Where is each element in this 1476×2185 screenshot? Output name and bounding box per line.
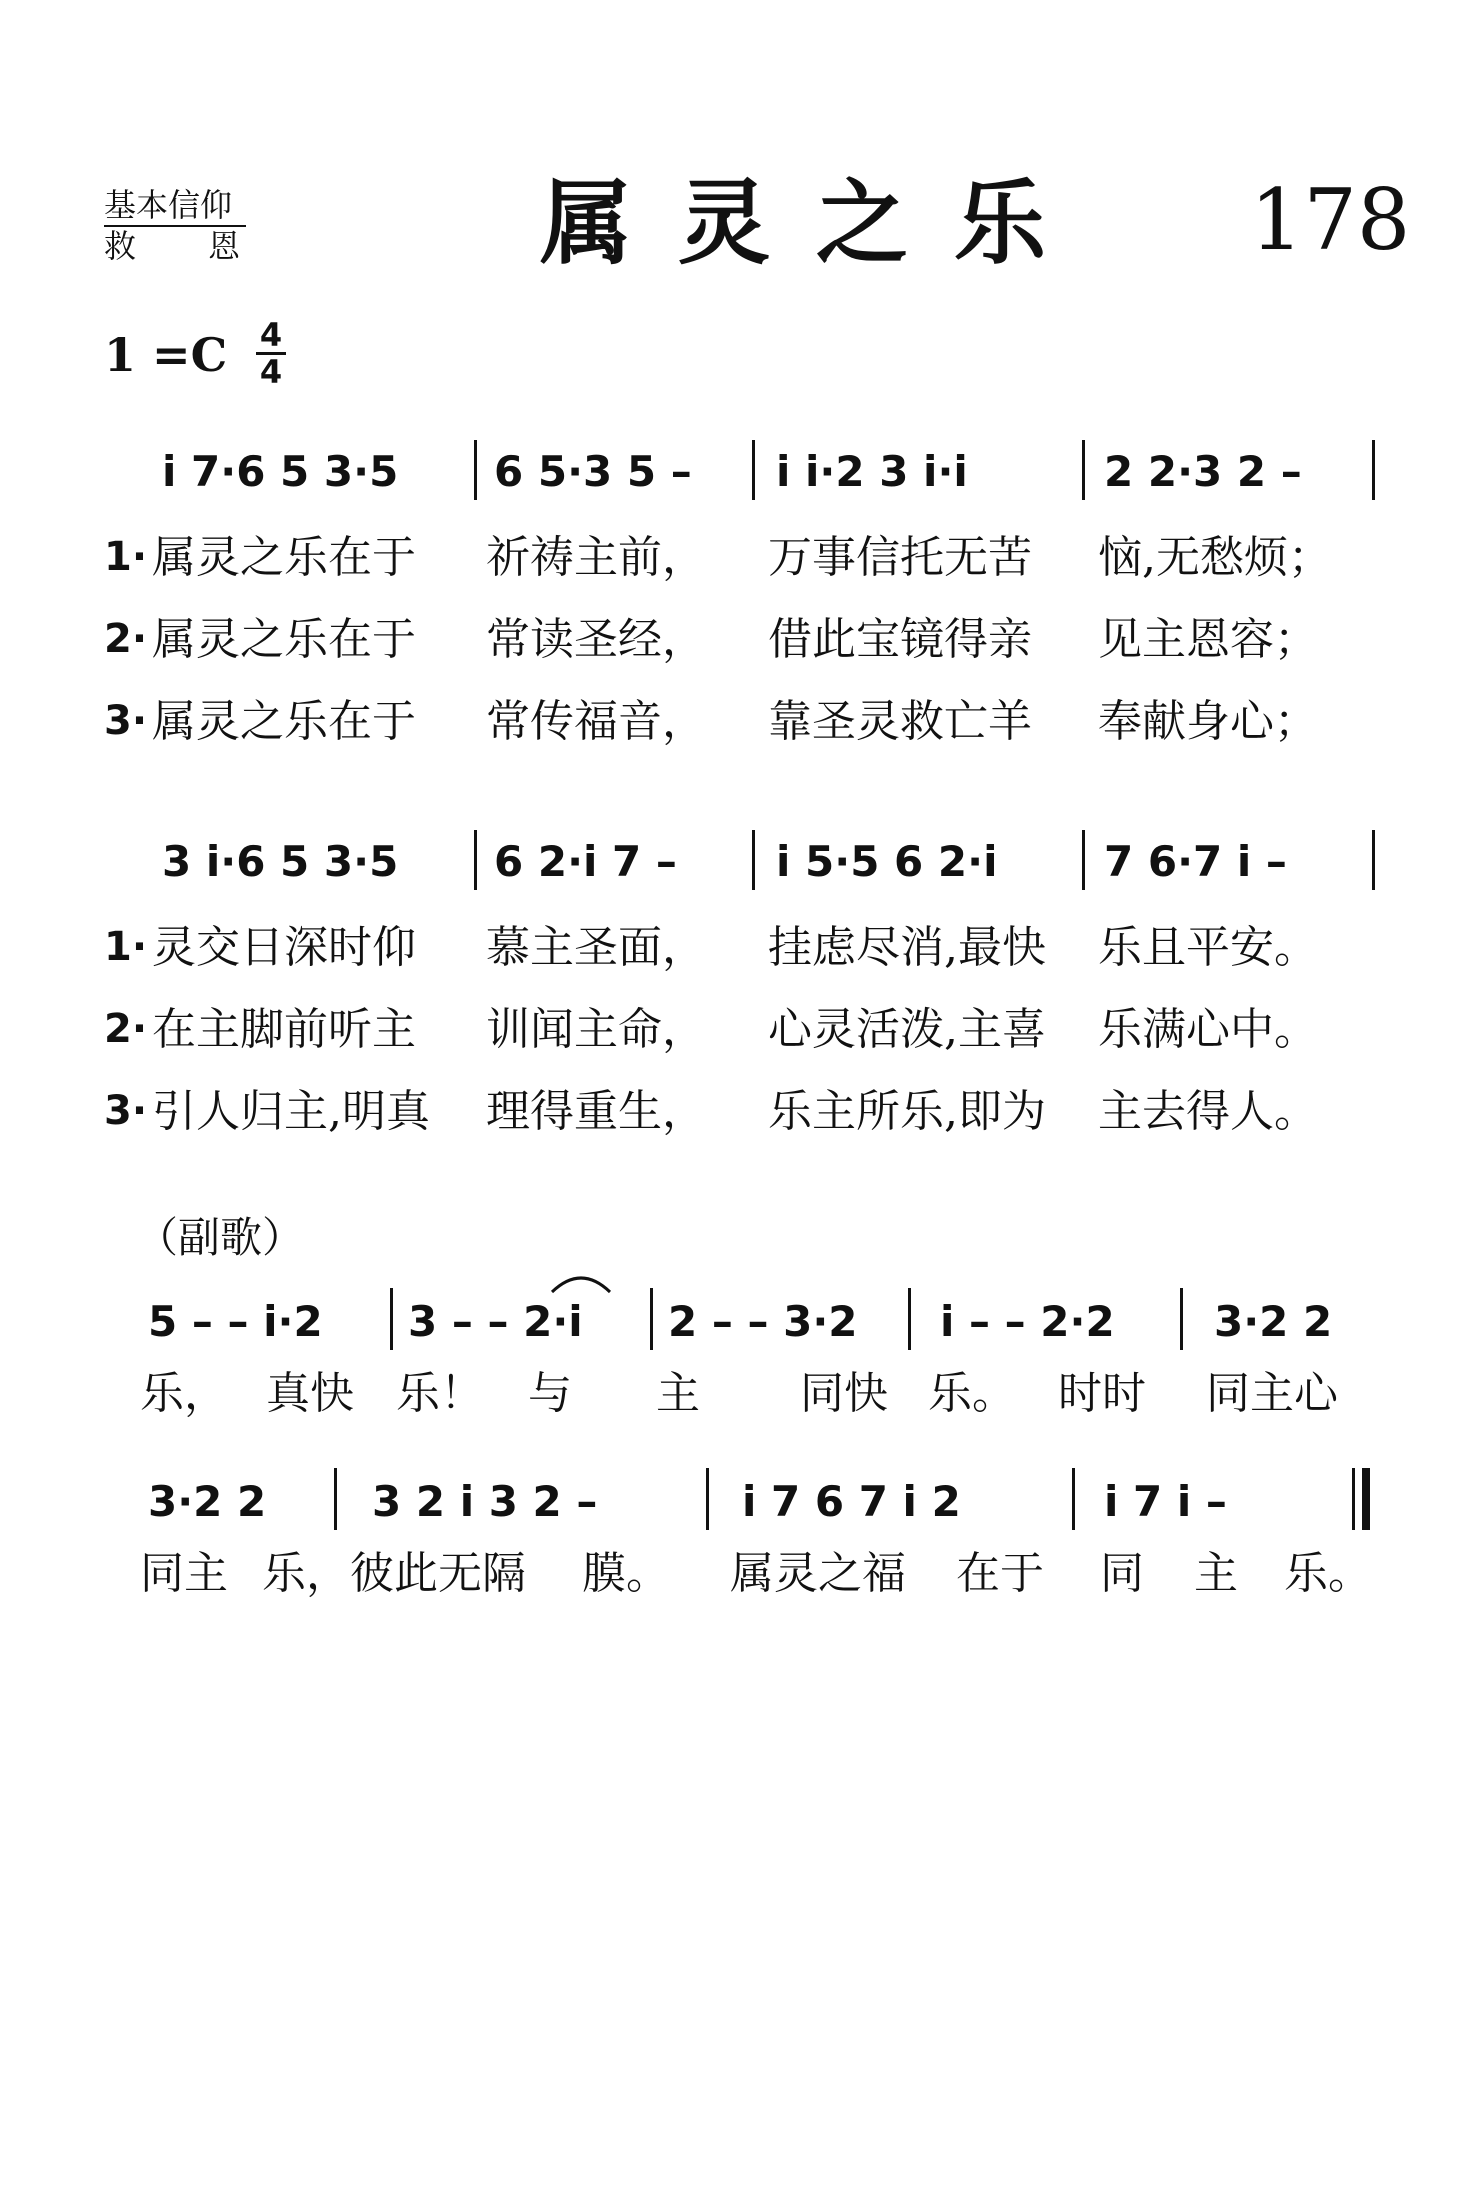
- lyric-segment: 在于: [956, 1548, 1044, 1599]
- lyric-segment: 常传福音，: [486, 696, 706, 747]
- hymn-title: 属灵之乐: [540, 169, 1093, 277]
- verse-number: 3·: [104, 1088, 148, 1134]
- lyric-segment: 乐。: [928, 1368, 1016, 1419]
- barline: [390, 1288, 393, 1350]
- system1-measure2: 6 5·3 5 –: [494, 447, 692, 496]
- verse-number: 3·: [104, 698, 148, 744]
- system1-measure1: i 7·6 5 3·5: [162, 447, 399, 496]
- barline: [1082, 440, 1085, 500]
- chorus2-measure4: i 7 i –: [1104, 1477, 1227, 1526]
- lyric-segment: 在主脚前听主: [152, 1004, 416, 1055]
- verse-number: 1·: [104, 924, 148, 970]
- barline: [752, 830, 755, 890]
- lyric-segment: 主去得人。: [1098, 1086, 1318, 1137]
- lyric-segment: 与: [528, 1368, 572, 1419]
- barline: [908, 1288, 911, 1350]
- barline: [474, 440, 477, 500]
- lyric-segment: 训闻主命，: [486, 1004, 706, 1055]
- chorus1-measure2: 3 – – 2·i: [408, 1297, 583, 1346]
- category-line2-a: 救: [104, 227, 137, 265]
- lyric-segment: 乐且平安。: [1098, 922, 1318, 973]
- chorus1-measure1: 5 – – i·2: [148, 1297, 323, 1346]
- lyric-segment: 时时: [1058, 1368, 1146, 1419]
- lyric-segment: 常读圣经，: [486, 614, 706, 665]
- verse-number: 2·: [104, 1006, 148, 1052]
- lyric-segment: 慕主圣面，: [486, 922, 706, 973]
- lyric-segment: 乐。: [1284, 1548, 1372, 1599]
- lyric-segment: 膜。: [582, 1548, 670, 1599]
- barline: [1082, 830, 1085, 890]
- lyric-segment: 同快: [800, 1368, 888, 1419]
- key-signature: 1 =C: [104, 328, 228, 382]
- barline: [1372, 440, 1375, 500]
- final-barline-thin: [1352, 1468, 1355, 1530]
- lyric-segment: 恼,无愁烦；: [1098, 532, 1332, 583]
- category-label: [104, 186, 246, 265]
- barline: [1372, 830, 1375, 890]
- time-signature-top: 4: [256, 318, 286, 355]
- lyric-segment: 引人归主,明真: [152, 1086, 430, 1137]
- lyric-segment: 灵交日深时仰: [152, 922, 416, 973]
- barline: [334, 1468, 337, 1530]
- lyric-segment: 理得重生，: [486, 1086, 706, 1137]
- lyric-segment: 同主心: [1206, 1368, 1338, 1419]
- lyric-segment: 同: [1100, 1548, 1144, 1599]
- time-signature-bottom: 4: [259, 353, 283, 391]
- lyric-segment: 属灵之乐在于: [152, 614, 416, 665]
- lyric-segment: 属灵之福: [730, 1548, 906, 1599]
- lyric-segment: 万事信托无苦: [768, 532, 1032, 583]
- category-line2: [104, 227, 246, 265]
- chorus-label: （副歌）: [136, 1213, 305, 1262]
- category-line2-b: 恩: [208, 227, 241, 265]
- system2-measure1: 3 i·6 5 3·5: [162, 837, 399, 886]
- hymn-number: 178: [1250, 171, 1411, 269]
- lyric-segment: 乐，: [140, 1368, 228, 1419]
- barline: [1072, 1468, 1075, 1530]
- verse-number: 2·: [104, 616, 148, 662]
- verse-number: 1·: [104, 534, 148, 580]
- chorus2-measure3: i 7 6 7 i 2: [742, 1477, 961, 1526]
- lyric-segment: 挂虑尽消,最快: [768, 922, 1046, 973]
- tie-slur: [548, 1270, 614, 1296]
- lyric-segment: 乐满心中。: [1098, 1004, 1318, 1055]
- chorus1-measure4: i – – 2·2: [940, 1297, 1115, 1346]
- lyric-segment: 乐主所乐,即为: [768, 1086, 1046, 1137]
- lyric-segment: 主: [1194, 1548, 1238, 1599]
- lyric-segment: 属灵之乐在于: [152, 532, 416, 583]
- barline: [650, 1288, 653, 1350]
- lyric-segment: 奉献身心；: [1098, 696, 1318, 747]
- system2-measure2: 6 2·i 7 –: [494, 837, 677, 886]
- system2-measure3: i 5·5 6 2·i: [776, 837, 998, 886]
- lyric-segment: 同主: [140, 1548, 228, 1599]
- barline: [474, 830, 477, 890]
- lyric-segment: 真快: [266, 1368, 354, 1419]
- lyric-segment: 心灵活泼,主喜: [768, 1004, 1046, 1055]
- system1-measure3: i i·2 3 i·i: [776, 447, 968, 496]
- lyric-segment: 借此宝镜得亲: [768, 614, 1032, 665]
- system2-measure4: 7 6·7 i –: [1104, 837, 1287, 886]
- final-barline-thick: [1362, 1468, 1370, 1530]
- time-signature: [256, 318, 286, 389]
- lyric-segment: 属灵之乐在于: [152, 696, 416, 747]
- lyric-segment: 靠圣灵救亡羊: [768, 696, 1032, 747]
- chorus1-measure5: 3·2 2: [1214, 1297, 1333, 1346]
- category-line1: 基本信仰: [104, 186, 246, 227]
- chorus2-measure1: 3·2 2: [148, 1477, 267, 1526]
- barline: [752, 440, 755, 500]
- lyric-segment: 乐，彼此无隔: [262, 1548, 526, 1599]
- barline: [706, 1468, 709, 1530]
- barline: [1180, 1288, 1183, 1350]
- lyric-segment: 见主恩容；: [1098, 614, 1318, 665]
- lyric-segment: 祈祷主前，: [486, 532, 706, 583]
- lyric-segment: 乐！: [396, 1368, 484, 1419]
- chorus1-measure3: 2 – – 3·2: [668, 1297, 858, 1346]
- chorus2-measure2: 3 2 i 3 2 –: [372, 1477, 598, 1526]
- system1-measure4: 2 2·3 2 –: [1104, 447, 1302, 496]
- lyric-segment: 主: [656, 1368, 700, 1419]
